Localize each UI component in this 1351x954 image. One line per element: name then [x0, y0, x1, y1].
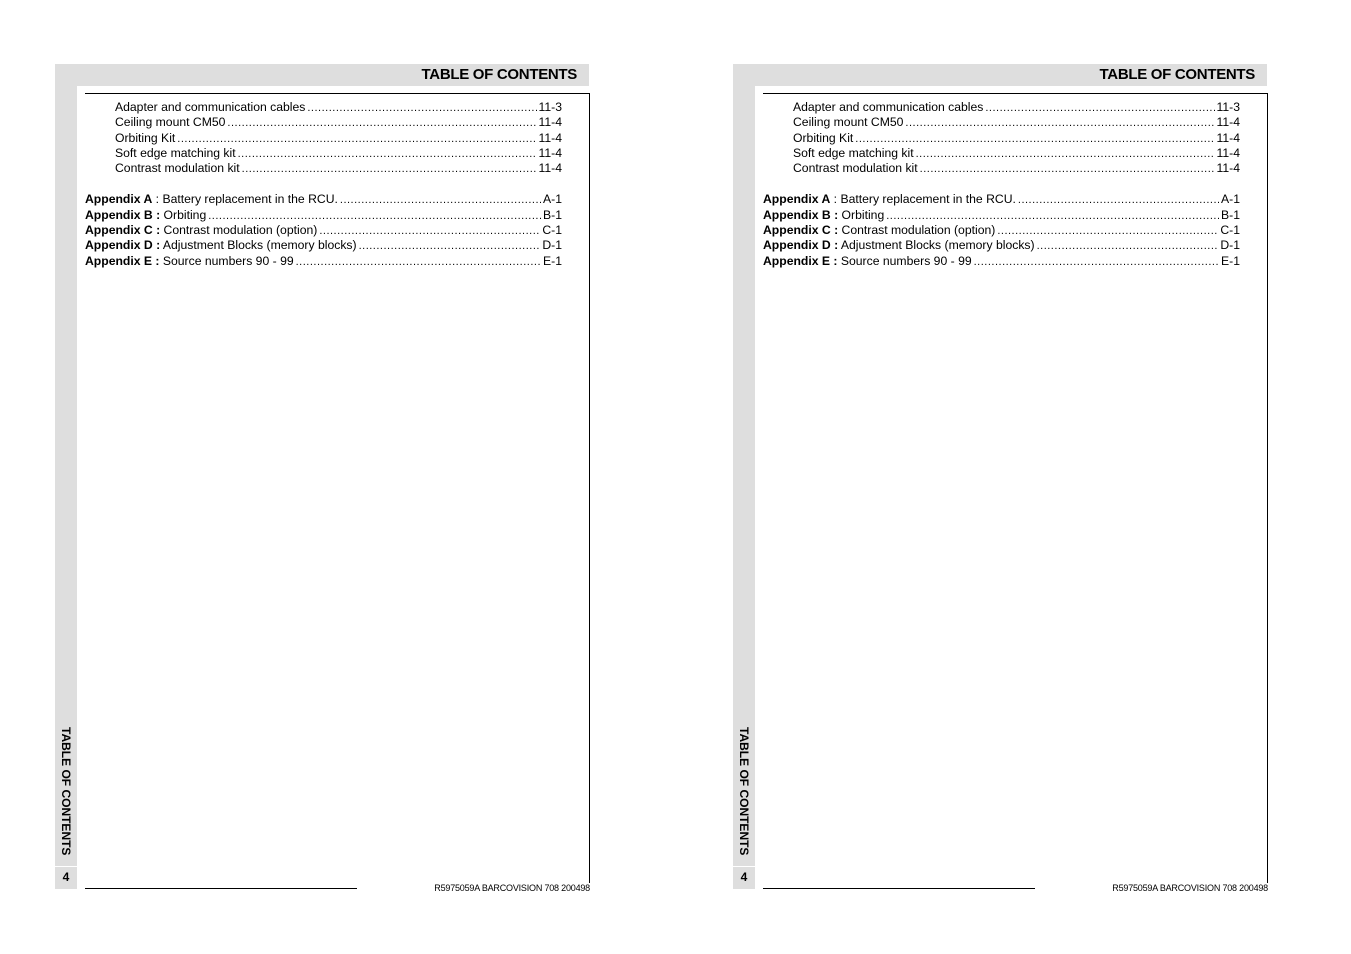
- page-number: 4: [733, 867, 755, 889]
- side-label: TABLE OF CONTENTS: [737, 727, 751, 856]
- toc-appendix-label: [763, 223, 995, 238]
- toc-leader-dots: [319, 224, 540, 238]
- toc-entry[interactable]: [763, 115, 1240, 130]
- toc-entry-page: 11-4: [538, 145, 562, 160]
- toc-leader-dots: [920, 162, 1215, 176]
- toc-entry-page: 11-4: [538, 115, 562, 130]
- toc-entry-page: 11-4: [538, 161, 562, 176]
- toc-appendix-c[interactable]: [85, 223, 562, 238]
- toc-entry[interactable]: [85, 131, 562, 146]
- toc-entry-label: Adapter and communication cables: [793, 100, 984, 114]
- toc-leader-dots: [905, 116, 1214, 130]
- toc-leader-dots: [886, 209, 1219, 223]
- header-band: [755, 64, 1267, 86]
- toc-leader-dots: [242, 162, 537, 176]
- toc-spacer: [763, 176, 1240, 192]
- toc-entry-page: B-1: [1221, 207, 1240, 222]
- toc-spacer: [85, 176, 562, 192]
- toc-leader-dots: [238, 147, 537, 161]
- toc-entry-page: 11-4: [1216, 161, 1240, 176]
- toc-leader-dots: [208, 209, 541, 223]
- toc-entry-page: 11-3: [538, 100, 562, 114]
- appendix-title: Orbiting: [163, 207, 207, 222]
- toc-leader-dots: [974, 255, 1219, 269]
- toc-leader-dots: [1037, 239, 1219, 253]
- toc-leader-dots: [855, 132, 1214, 146]
- toc-entry-page: D-1: [542, 238, 562, 253]
- frame-right-rule: [589, 93, 590, 883]
- toc-leader-dots: [227, 116, 536, 130]
- page-right: [678, 0, 1278, 954]
- footer-rule: [85, 888, 357, 889]
- appendix-sep: :: [830, 192, 841, 207]
- toc-entry-label: Orbiting Kit: [793, 130, 854, 145]
- toc-appendix-e[interactable]: [763, 254, 1240, 269]
- toc-entry-page: 11-3: [1216, 100, 1240, 114]
- toc-entry[interactable]: [763, 100, 1240, 115]
- toc-appendix-label: [763, 192, 1016, 207]
- toc-entry-page: B-1: [543, 207, 562, 222]
- toc-appendix-label: [85, 254, 294, 269]
- header-title: TABLE OF CONTENTS: [421, 66, 577, 83]
- frame-right-rule: [1267, 93, 1268, 883]
- toc-appendix-label: [85, 208, 206, 223]
- appendix-prefix: Appendix D :: [763, 238, 839, 253]
- frame-top-rule: [85, 93, 590, 94]
- toc-leader-dots: [340, 193, 541, 207]
- toc-entry-page: D-1: [1220, 238, 1240, 253]
- page-number: 4: [55, 867, 77, 889]
- page-left: [0, 0, 600, 954]
- appendix-title: Adjustment Blocks (memory blocks): [840, 238, 1035, 253]
- toc-leader-dots: [997, 224, 1218, 238]
- toc-leader-dots: [307, 101, 536, 115]
- toc-entry-label: Soft edge matching kit: [793, 145, 914, 160]
- appendix-prefix: Appendix D :: [85, 238, 161, 253]
- toc-entry-label: Contrast modulation kit: [115, 161, 240, 176]
- toc-entry[interactable]: [85, 100, 562, 115]
- appendix-prefix: Appendix E :: [85, 253, 160, 268]
- toc-entry-label: Adapter and communication cables: [115, 100, 306, 114]
- toc-list: [85, 100, 562, 269]
- toc-entry-label: Soft edge matching kit: [115, 145, 236, 160]
- toc-appendix-label: [763, 238, 1035, 253]
- toc-appendix-c[interactable]: [763, 223, 1240, 238]
- toc-leader-dots: [1018, 193, 1219, 207]
- toc-appendix-a[interactable]: [85, 192, 562, 207]
- appendix-title: Source numbers 90 - 99: [840, 253, 972, 268]
- toc-appendix-d[interactable]: [763, 238, 1240, 253]
- appendix-title: Orbiting: [841, 207, 885, 222]
- toc-leader-dots: [177, 132, 536, 146]
- toc-entry[interactable]: [85, 161, 562, 176]
- header-title: TABLE OF CONTENTS: [1099, 66, 1255, 83]
- toc-entry-page: A-1: [543, 192, 562, 207]
- toc-appendix-d[interactable]: [85, 238, 562, 253]
- footer-reference: R5975059A BARCOVISION 708 200498: [434, 883, 590, 893]
- toc-appendix-a[interactable]: [763, 192, 1240, 207]
- toc-entry-page: C-1: [542, 223, 562, 238]
- toc-appendix-b[interactable]: [85, 208, 562, 223]
- frame-top-rule: [763, 93, 1268, 94]
- appendix-prefix: Appendix E :: [763, 253, 838, 268]
- appendix-prefix: Appendix B :: [763, 207, 839, 222]
- toc-appendix-b[interactable]: [763, 208, 1240, 223]
- appendix-prefix: Appendix B :: [85, 207, 161, 222]
- toc-entry-page: C-1: [1220, 223, 1240, 238]
- footer-reference: R5975059A BARCOVISION 708 200498: [1112, 883, 1268, 893]
- toc-entry-label: Ceiling mount CM50: [793, 115, 904, 130]
- toc-entry[interactable]: [763, 146, 1240, 161]
- toc-entry[interactable]: [85, 146, 562, 161]
- appendix-title: Source numbers 90 - 99: [162, 253, 294, 268]
- toc-entry-page: 11-4: [1216, 115, 1240, 130]
- toc-appendix-label: [85, 238, 357, 253]
- toc-entry-page: E-1: [543, 253, 562, 268]
- appendix-title: Contrast modulation (option): [163, 223, 318, 238]
- side-label: TABLE OF CONTENTS: [59, 727, 73, 856]
- toc-appendix-label: [763, 208, 884, 223]
- toc-entry[interactable]: [763, 131, 1240, 146]
- appendix-prefix: Appendix C :: [763, 223, 839, 238]
- toc-entry-page: 11-4: [1216, 130, 1240, 145]
- appendix-title: Contrast modulation (option): [841, 223, 996, 238]
- toc-leader-dots: [359, 239, 541, 253]
- header-band: [77, 64, 589, 86]
- toc-list: [763, 100, 1240, 269]
- appendix-title: Adjustment Blocks (memory blocks): [162, 238, 357, 253]
- toc-entry-page: 11-4: [538, 130, 562, 145]
- toc-leader-dots: [296, 255, 541, 269]
- appendix-title: Battery replacement in the RCU.: [840, 192, 1016, 207]
- toc-leader-dots: [985, 101, 1214, 115]
- toc-entry[interactable]: [763, 161, 1240, 176]
- toc-entry-page: 11-4: [1216, 145, 1240, 160]
- toc-entry[interactable]: [85, 115, 562, 130]
- toc-leader-dots: [916, 147, 1215, 161]
- appendix-prefix: Appendix A: [763, 192, 831, 207]
- toc-entry-page: E-1: [1221, 253, 1240, 268]
- appendix-sep: :: [152, 192, 163, 207]
- toc-entry-label: Orbiting Kit: [115, 130, 176, 145]
- footer-rule: [763, 888, 1035, 889]
- toc-entry-label: Contrast modulation kit: [793, 161, 918, 176]
- appendix-title: Battery replacement in the RCU.: [162, 192, 338, 207]
- toc-entry-label: Ceiling mount CM50: [115, 115, 226, 130]
- appendix-prefix: Appendix A: [85, 192, 153, 207]
- toc-appendix-label: [85, 223, 317, 238]
- toc-appendix-label: [85, 192, 338, 207]
- toc-appendix-label: [763, 254, 972, 269]
- toc-appendix-e[interactable]: [85, 254, 562, 269]
- toc-entry-page: A-1: [1221, 192, 1240, 207]
- appendix-prefix: Appendix C :: [85, 223, 161, 238]
